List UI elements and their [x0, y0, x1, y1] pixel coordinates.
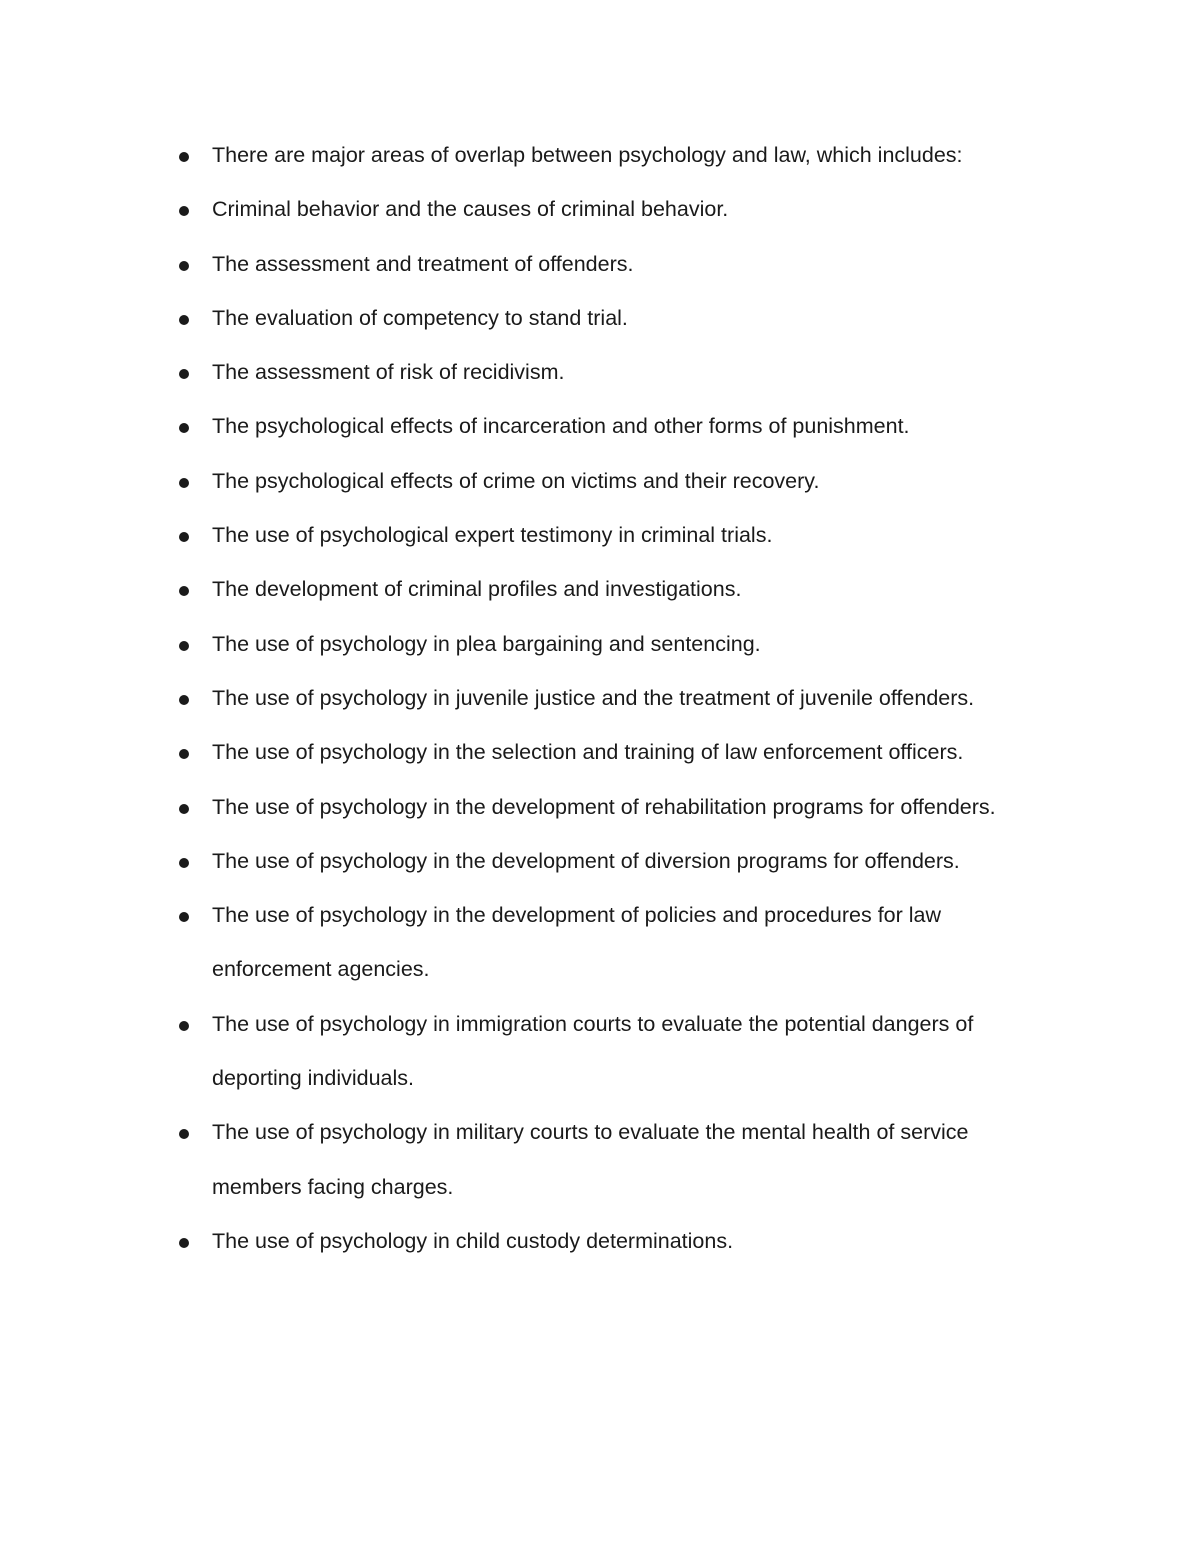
list-item: [0, 725, 1200, 779]
list-item-text: The assessment of risk of recidivism.: [212, 360, 565, 385]
list-item: [0, 454, 1200, 508]
bullet-icon: [179, 1021, 189, 1031]
list-item-text: The psychological effects of crime on victims and their recovery.: [212, 468, 820, 493]
list-item-text: The use of psychology in military courts to evaluate the mental health of service members facing charges.: [212, 1120, 969, 1199]
list-item: [0, 182, 1200, 236]
bullet-icon: [179, 641, 189, 651]
list-item: [0, 128, 1200, 182]
bullet-icon: [179, 695, 189, 705]
list-item: [0, 997, 1200, 1106]
list-item-text: The use of psychology in plea bargaining and sentencing.: [212, 631, 761, 656]
list-item-text: The use of psychology in immigration courts to evaluate the potential dangers of deporting individuals.: [212, 1011, 974, 1091]
list-item: [0, 671, 1200, 725]
list-item: [0, 508, 1200, 562]
bullet-icon: [179, 206, 189, 216]
list-item-text: The use of psychology in juvenile justice and the treatment of juvenile offenders.: [212, 685, 975, 710]
bullet-icon: [179, 152, 189, 162]
list-item: [0, 888, 1200, 997]
list-item: [0, 834, 1200, 888]
list-item: [0, 345, 1200, 399]
bullet-icon: [179, 858, 189, 868]
list-item-text: The use of psychology in the development of rehabilitation programs for offenders.: [212, 794, 996, 819]
list-item: [0, 237, 1200, 291]
list-item: [0, 562, 1200, 616]
list-item-text: The use of psychological expert testimony in criminal trials.: [212, 523, 773, 548]
list-item-text: The development of criminal profiles and investigations.: [212, 577, 742, 602]
list-item-text: The evaluation of competency to stand trial.: [212, 305, 628, 330]
bullet-icon: [179, 369, 189, 379]
bullet-icon: [179, 749, 189, 759]
bullet-icon: [179, 315, 189, 325]
list-item: [0, 291, 1200, 345]
list-item: [0, 780, 1200, 834]
list-item-text: There are major areas of overlap between psychology and law, which includes:: [212, 143, 963, 167]
bullet-icon: [179, 804, 189, 814]
bullet-icon: [179, 912, 189, 922]
bullet-icon: [179, 478, 189, 488]
list-item-text: The assessment and treatment of offenders.: [212, 251, 634, 276]
list-item-text: The use of psychology in the development of policies and procedures for law enforcement agencies.: [212, 903, 942, 982]
bullet-icon: [179, 1238, 189, 1248]
list-item-text: The use of psychology in the development of diversion programs for offenders.: [212, 848, 960, 873]
list-item: [0, 617, 1200, 671]
bullet-icon: [179, 261, 189, 271]
list-item-text: The use of psychology in child custody determinations.: [212, 1228, 734, 1253]
list-item-text: The psychological effects of incarceration and other forms of punishment.: [212, 414, 910, 439]
bullet-icon: [179, 586, 189, 596]
bullet-icon: [179, 423, 189, 433]
list-item-text: The use of psychology in the selection and training of law enforcement officers.: [212, 740, 964, 765]
list-item: [0, 399, 1200, 453]
bullet-icon: [179, 1129, 189, 1139]
bullet-list: [0, 128, 1200, 1268]
list-item-text: Criminal behavior and the causes of criminal behavior.: [212, 197, 729, 222]
list-item: [0, 1214, 1200, 1268]
bullet-icon: [179, 532, 189, 542]
list-item: [0, 1105, 1200, 1214]
